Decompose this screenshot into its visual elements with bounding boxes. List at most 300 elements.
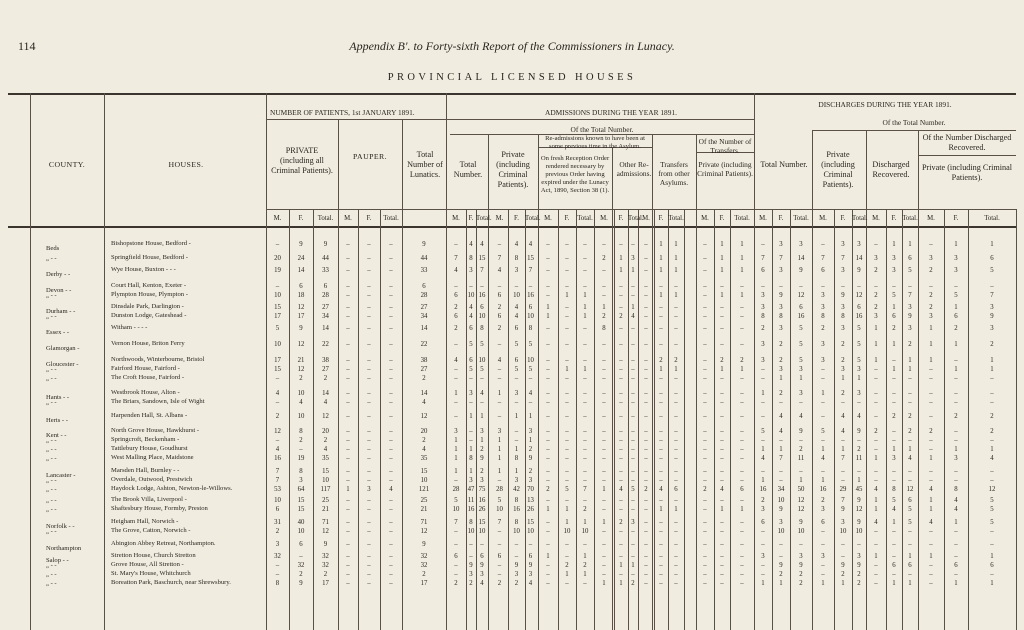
table-cell: 4 xyxy=(821,455,825,462)
table-cell: – xyxy=(703,341,707,348)
table-cell: 32 xyxy=(274,553,281,560)
table-cell: 3 xyxy=(528,477,533,484)
table-cell: 4 xyxy=(720,486,724,493)
table-cell: – xyxy=(602,562,606,569)
table-cell: – xyxy=(821,399,825,406)
table-cell: 6 xyxy=(454,313,458,320)
table-cell: – xyxy=(874,390,878,397)
table-cell: 1 xyxy=(454,437,458,444)
table-cell: 4 xyxy=(469,241,473,248)
table-cell: – xyxy=(565,446,569,453)
table-cell: – xyxy=(703,580,707,587)
table-cell: – xyxy=(874,468,878,475)
column-unit-label: F. xyxy=(618,215,624,222)
table-cell: – xyxy=(619,446,623,453)
table-cell: – xyxy=(929,390,933,397)
table-cell: 9 xyxy=(779,292,783,299)
table-cell: – xyxy=(659,399,663,406)
table-cell: 5 xyxy=(821,428,825,435)
table-cell: 5 xyxy=(857,341,861,348)
table-cell: 12 xyxy=(797,506,805,513)
table-cell: – xyxy=(990,468,994,475)
county-name: „ - - xyxy=(46,562,57,569)
table-cell: 8 xyxy=(469,255,473,262)
table-cell: 1 xyxy=(990,241,994,248)
table-cell: – xyxy=(367,437,371,444)
table-cell: – xyxy=(497,375,502,382)
table-cell: – xyxy=(454,283,458,290)
table-cell: 7 xyxy=(761,255,765,262)
table-cell: 1 xyxy=(874,553,878,560)
table-cell: – xyxy=(389,562,393,569)
table-cell: – xyxy=(389,519,393,526)
table-cell: 5 xyxy=(631,486,635,493)
table-rule xyxy=(266,119,754,120)
table-cell: 15 xyxy=(274,304,281,311)
county-name: Northampton xyxy=(46,545,82,552)
table-cell: – xyxy=(954,437,958,444)
column-unit-label: F. xyxy=(891,215,897,222)
table-cell: – xyxy=(874,413,878,420)
table-cell: – xyxy=(644,255,648,262)
table-cell: 3 xyxy=(892,455,896,462)
table-cell: 6 xyxy=(761,519,765,526)
table-cell: 2 xyxy=(631,580,635,587)
table-cell: 6 xyxy=(323,283,328,290)
table-cell: 8 xyxy=(514,255,519,262)
table-cell: – xyxy=(469,541,473,548)
table-cell: – xyxy=(720,528,724,535)
county-name: Beds xyxy=(46,245,60,252)
table-cell: 6 xyxy=(454,292,458,299)
transfers-private-header: Private (including Criminal Patients). xyxy=(697,160,753,178)
table-cell: – xyxy=(892,553,896,560)
table-cell: 2 xyxy=(761,325,765,332)
table-cell: 6 xyxy=(954,562,958,569)
table-cell: – xyxy=(841,477,845,484)
table-cell: – xyxy=(720,477,724,484)
table-cell: – xyxy=(546,413,550,420)
table-cell: – xyxy=(659,477,663,484)
table-cell: 22 xyxy=(420,341,428,348)
table-cell: 1 xyxy=(874,455,878,462)
table-cell: 2 xyxy=(761,497,765,504)
table-cell: 4 xyxy=(619,486,623,493)
table-cell: 9 xyxy=(857,519,861,526)
table-cell: 3 xyxy=(799,553,803,560)
table-cell: – xyxy=(367,580,371,587)
table-cell: 16 xyxy=(467,506,475,513)
table-cell: 4 xyxy=(761,455,765,462)
table-cell: – xyxy=(367,528,371,535)
table-cell: – xyxy=(857,541,861,548)
table-cell: 5 xyxy=(857,357,861,364)
column-unit-label: Total. xyxy=(577,215,593,222)
table-cell: – xyxy=(821,528,825,535)
table-cell: 2 xyxy=(929,304,933,311)
table-cell: 2 xyxy=(602,255,606,262)
table-cell: 2 xyxy=(954,325,958,332)
table-cell: 4 xyxy=(799,413,803,420)
table-cell: – xyxy=(619,541,623,548)
table-cell: 12 xyxy=(322,528,329,535)
house-name: The Croft House, Fairford - xyxy=(111,374,185,381)
table-cell: 6 xyxy=(990,562,994,569)
table-cell: 4 xyxy=(954,497,958,504)
table-cell: 1 xyxy=(857,375,861,382)
table-cell: – xyxy=(990,477,994,484)
table-cell: 1 xyxy=(454,455,458,462)
table-cell: – xyxy=(583,375,587,382)
table-cell: 1 xyxy=(454,390,458,397)
table-cell: 1 xyxy=(720,506,724,513)
table-cell: – xyxy=(619,477,623,484)
table-cell: – xyxy=(367,413,371,420)
table-cell: – xyxy=(583,413,587,420)
other-readmissions-header: Other Re-admissions. xyxy=(616,160,652,178)
table-cell: – xyxy=(497,477,502,484)
table-cell: 9 xyxy=(857,428,861,435)
table-cell: 2 xyxy=(841,390,845,397)
table-cell: 4 xyxy=(841,428,845,435)
table-cell: – xyxy=(619,428,623,435)
table-cell: – xyxy=(389,390,393,397)
table-cell: – xyxy=(674,541,678,548)
table-cell: – xyxy=(631,497,635,504)
table-cell: – xyxy=(631,341,635,348)
table-cell: – xyxy=(546,399,550,406)
house-name: Vernon House, Briton Ferry xyxy=(111,340,185,347)
table-cell: – xyxy=(275,571,280,578)
table-cell: – xyxy=(720,304,724,311)
table-cell: – xyxy=(990,571,994,578)
table-cell: – xyxy=(703,477,707,484)
table-cell: 3 xyxy=(761,506,765,513)
table-cell: – xyxy=(779,468,783,475)
table-cell: 8 xyxy=(480,325,484,332)
table-cell: – xyxy=(644,283,648,290)
table-cell: 3 xyxy=(761,553,765,560)
table-cell: – xyxy=(674,528,678,535)
table-cell: 4 xyxy=(469,313,473,320)
table-cell: 27 xyxy=(322,366,329,373)
table-cell: – xyxy=(497,541,502,548)
table-cell: – xyxy=(892,375,896,382)
table-cell: 1 xyxy=(674,506,678,513)
table-cell: – xyxy=(299,446,303,453)
table-cell: 1 xyxy=(602,486,606,493)
table-cell: 3 xyxy=(469,390,473,397)
table-cell: – xyxy=(389,241,393,248)
table-cell: – xyxy=(631,455,635,462)
table-cell: – xyxy=(761,241,765,248)
table-cell: – xyxy=(659,497,663,504)
table-cell: 38 xyxy=(322,357,329,364)
table-cell: 7 xyxy=(841,497,845,504)
table-cell: 19 xyxy=(274,267,281,274)
table-cell: 1 xyxy=(631,304,635,311)
table-cell: 38 xyxy=(420,357,428,364)
table-cell: – xyxy=(469,437,473,444)
table-cell: – xyxy=(703,375,707,382)
table-cell: 1 xyxy=(659,241,663,248)
table-cell: 4 xyxy=(422,399,426,406)
table-cell: 1 xyxy=(908,446,912,453)
table-cell: – xyxy=(546,541,550,548)
table-cell: – xyxy=(546,571,550,578)
table-cell: – xyxy=(644,341,648,348)
table-cell: 9 xyxy=(841,506,845,513)
table-cell: – xyxy=(619,292,623,299)
table-cell: 9 xyxy=(480,562,484,569)
table-cell: 3 xyxy=(841,325,845,332)
table-cell: 1 xyxy=(659,267,663,274)
table-cell: – xyxy=(454,541,458,548)
county-name: „ - - xyxy=(46,399,57,406)
table-cell: 42 xyxy=(513,486,520,493)
table-cell: – xyxy=(841,468,845,475)
table-cell: 27 xyxy=(420,366,428,373)
table-cell: 2 xyxy=(892,325,896,332)
table-cell: – xyxy=(761,413,765,420)
table-cell: – xyxy=(841,553,845,560)
table-cell: 28 xyxy=(322,292,329,299)
table-cell: – xyxy=(674,468,678,475)
table-cell: – xyxy=(602,477,606,484)
table-cell: – xyxy=(565,437,569,444)
table-cell: 3 xyxy=(990,304,994,311)
table-cell: 1 xyxy=(892,366,896,373)
table-cell: 9 xyxy=(799,428,803,435)
table-cell: 15 xyxy=(420,468,428,475)
table-cell: 1 xyxy=(583,304,587,311)
table-cell: – xyxy=(546,437,550,444)
house-name: Stretton House, Church Stretton xyxy=(111,552,196,559)
table-cell: 5 xyxy=(565,486,569,493)
table-cell: – xyxy=(367,341,371,348)
table-cell: 9 xyxy=(514,562,519,569)
discharged-recovered-header: Discharged Recovered. xyxy=(872,160,910,179)
table-cell: – xyxy=(703,506,707,513)
table-cell: 1 xyxy=(740,255,744,262)
table-cell: – xyxy=(546,497,550,504)
table-cell: – xyxy=(497,399,502,406)
table-cell: – xyxy=(346,241,350,248)
table-cell: – xyxy=(954,541,958,548)
table-cell: 1 xyxy=(497,437,502,444)
table-cell: 2 xyxy=(644,486,648,493)
table-cell: 1 xyxy=(990,446,994,453)
total-lunatics-header: Total Number of Lunatics. xyxy=(407,150,443,179)
fresh-reception-header: On fresh Reception Order rendered necessary by previous Order having expired under the Lunacy Act, 1890, Section 38 (1). xyxy=(540,155,610,194)
table-cell: – xyxy=(644,497,648,504)
table-cell: 22 xyxy=(322,341,329,348)
county-name: „ - - xyxy=(46,486,57,493)
table-cell: 2 xyxy=(841,571,845,578)
table-cell: 8 xyxy=(275,580,280,587)
table-cell: – xyxy=(602,446,606,453)
table-cell: – xyxy=(892,571,896,578)
table-cell: – xyxy=(514,399,519,406)
house-name: Dinsdale Park, Darlington - xyxy=(111,303,184,310)
table-cell: 6 xyxy=(497,553,502,560)
table-cell: 12 xyxy=(297,304,305,311)
table-cell: 3 xyxy=(821,292,825,299)
table-cell: 2 xyxy=(908,341,912,348)
table-cell: 3 xyxy=(892,267,896,274)
table-cell: – xyxy=(602,390,606,397)
table-cell: – xyxy=(659,580,663,587)
table-cell: – xyxy=(674,413,678,420)
table-cell: – xyxy=(874,399,878,406)
table-cell: 2 xyxy=(674,357,678,364)
table-cell: 3 xyxy=(631,255,635,262)
table-cell: – xyxy=(346,580,350,587)
table-cell: 45 xyxy=(855,486,863,493)
table-cell: – xyxy=(389,375,393,382)
table-cell: – xyxy=(389,571,393,578)
table-cell: 2 xyxy=(740,357,744,364)
table-cell: 24 xyxy=(297,255,305,262)
table-cell: – xyxy=(546,357,550,364)
table-cell: – xyxy=(631,528,635,535)
table-cell: 4 xyxy=(497,267,502,274)
table-cell: 16 xyxy=(478,497,486,504)
table-cell: 7 xyxy=(275,468,280,475)
county-name: „ - - xyxy=(46,375,57,382)
table-cell: 3 xyxy=(857,241,861,248)
table-cell: 4 xyxy=(929,519,933,526)
table-cell: 1 xyxy=(583,366,587,373)
table-cell: – xyxy=(703,390,707,397)
table-cell: 3 xyxy=(841,366,845,373)
column-unit-label: Total. xyxy=(902,215,918,222)
table-cell: – xyxy=(644,580,648,587)
table-rule xyxy=(918,155,1016,156)
table-cell: 6 xyxy=(299,541,303,548)
table-cell: 2 xyxy=(929,292,933,299)
table-cell: – xyxy=(565,553,569,560)
table-cell: 9 xyxy=(779,562,783,569)
table-cell: – xyxy=(740,437,744,444)
table-cell: – xyxy=(546,446,550,453)
table-cell: – xyxy=(874,366,878,373)
table-cell: 1 xyxy=(892,241,896,248)
table-cell: – xyxy=(528,541,533,548)
table-cell: – xyxy=(346,390,350,397)
table-cell: – xyxy=(389,580,393,587)
table-cell: 53 xyxy=(274,486,281,493)
table-cell: 8 xyxy=(299,468,303,475)
table-cell: – xyxy=(929,366,933,373)
table-cell: 5 xyxy=(892,497,896,504)
table-cell: 6 xyxy=(497,292,502,299)
recovered-private-header: Private (including Criminal Patients). xyxy=(921,163,1013,182)
table-cell: 3 xyxy=(821,304,825,311)
table-cell: – xyxy=(275,283,280,290)
table-cell: – xyxy=(703,304,707,311)
table-cell: 71 xyxy=(420,519,428,526)
table-cell: – xyxy=(954,428,958,435)
table-cell: 1 xyxy=(841,375,845,382)
table-cell: – xyxy=(565,357,569,364)
table-cell: – xyxy=(480,541,484,548)
table-cell: – xyxy=(631,477,635,484)
table-cell: – xyxy=(602,428,606,435)
table-cell: 1 xyxy=(954,366,958,373)
table-cell: 4 xyxy=(779,413,783,420)
table-cell: – xyxy=(720,580,724,587)
table-cell: 2 xyxy=(799,446,803,453)
table-cell: 3 xyxy=(454,428,458,435)
table-cell: – xyxy=(720,455,724,462)
table-cell: – xyxy=(644,446,648,453)
table-cell: 3 xyxy=(514,477,519,484)
table-cell: – xyxy=(497,413,502,420)
table-cell: – xyxy=(619,366,623,373)
table-cell: – xyxy=(583,468,587,475)
table-cell: – xyxy=(644,506,648,513)
table-cell: – xyxy=(703,437,707,444)
table-cell: – xyxy=(720,437,724,444)
table-cell: – xyxy=(929,437,933,444)
table-cell: 2 xyxy=(892,413,896,420)
table-cell: 2 xyxy=(821,497,825,504)
table-cell: 20 xyxy=(420,428,428,435)
table-cell: 10 xyxy=(297,413,305,420)
table-cell: 28 xyxy=(452,486,460,493)
table-cell: 1 xyxy=(565,506,569,513)
table-cell: – xyxy=(779,553,783,560)
table-cell: 2 xyxy=(323,437,328,444)
table-cell: – xyxy=(275,437,280,444)
table-cell: 3 xyxy=(857,366,861,373)
table-cell: – xyxy=(720,497,724,504)
table-cell: 14 xyxy=(322,325,329,332)
table-cell: 2 xyxy=(323,375,328,382)
table-cell: – xyxy=(761,283,765,290)
table-cell: 3 xyxy=(821,553,825,560)
table-cell: 1 xyxy=(720,255,724,262)
table-cell: 5 xyxy=(908,519,912,526)
table-cell: 3 xyxy=(469,477,473,484)
table-cell: 1 xyxy=(565,292,569,299)
table-cell: 15 xyxy=(527,519,534,526)
table-cell: – xyxy=(674,304,678,311)
county-name: Gloucester - xyxy=(46,361,79,368)
table-rule xyxy=(684,209,685,630)
table-cell: 3 xyxy=(929,313,933,320)
table-cell: 1 xyxy=(602,304,606,311)
table-cell: – xyxy=(367,455,371,462)
table-cell: – xyxy=(583,399,587,406)
table-cell: 1 xyxy=(720,241,724,248)
table-cell: 1 xyxy=(514,446,519,453)
table-cell: 2 xyxy=(779,357,783,364)
running-head: Appendix B'. to Forty-sixth Report of the Commissioners in Lunacy. xyxy=(349,39,675,53)
table-cell: – xyxy=(389,341,393,348)
table-cell: 3 xyxy=(761,304,765,311)
table-cell: 7 xyxy=(990,292,994,299)
table-cell: – xyxy=(565,313,569,320)
table-cell: – xyxy=(659,468,663,475)
table-cell: – xyxy=(619,341,623,348)
table-cell: – xyxy=(740,562,744,569)
table-cell: – xyxy=(367,313,371,320)
table-cell: 1 xyxy=(908,580,912,587)
table-cell: – xyxy=(703,571,707,578)
column-unit-label: F. xyxy=(298,215,304,222)
